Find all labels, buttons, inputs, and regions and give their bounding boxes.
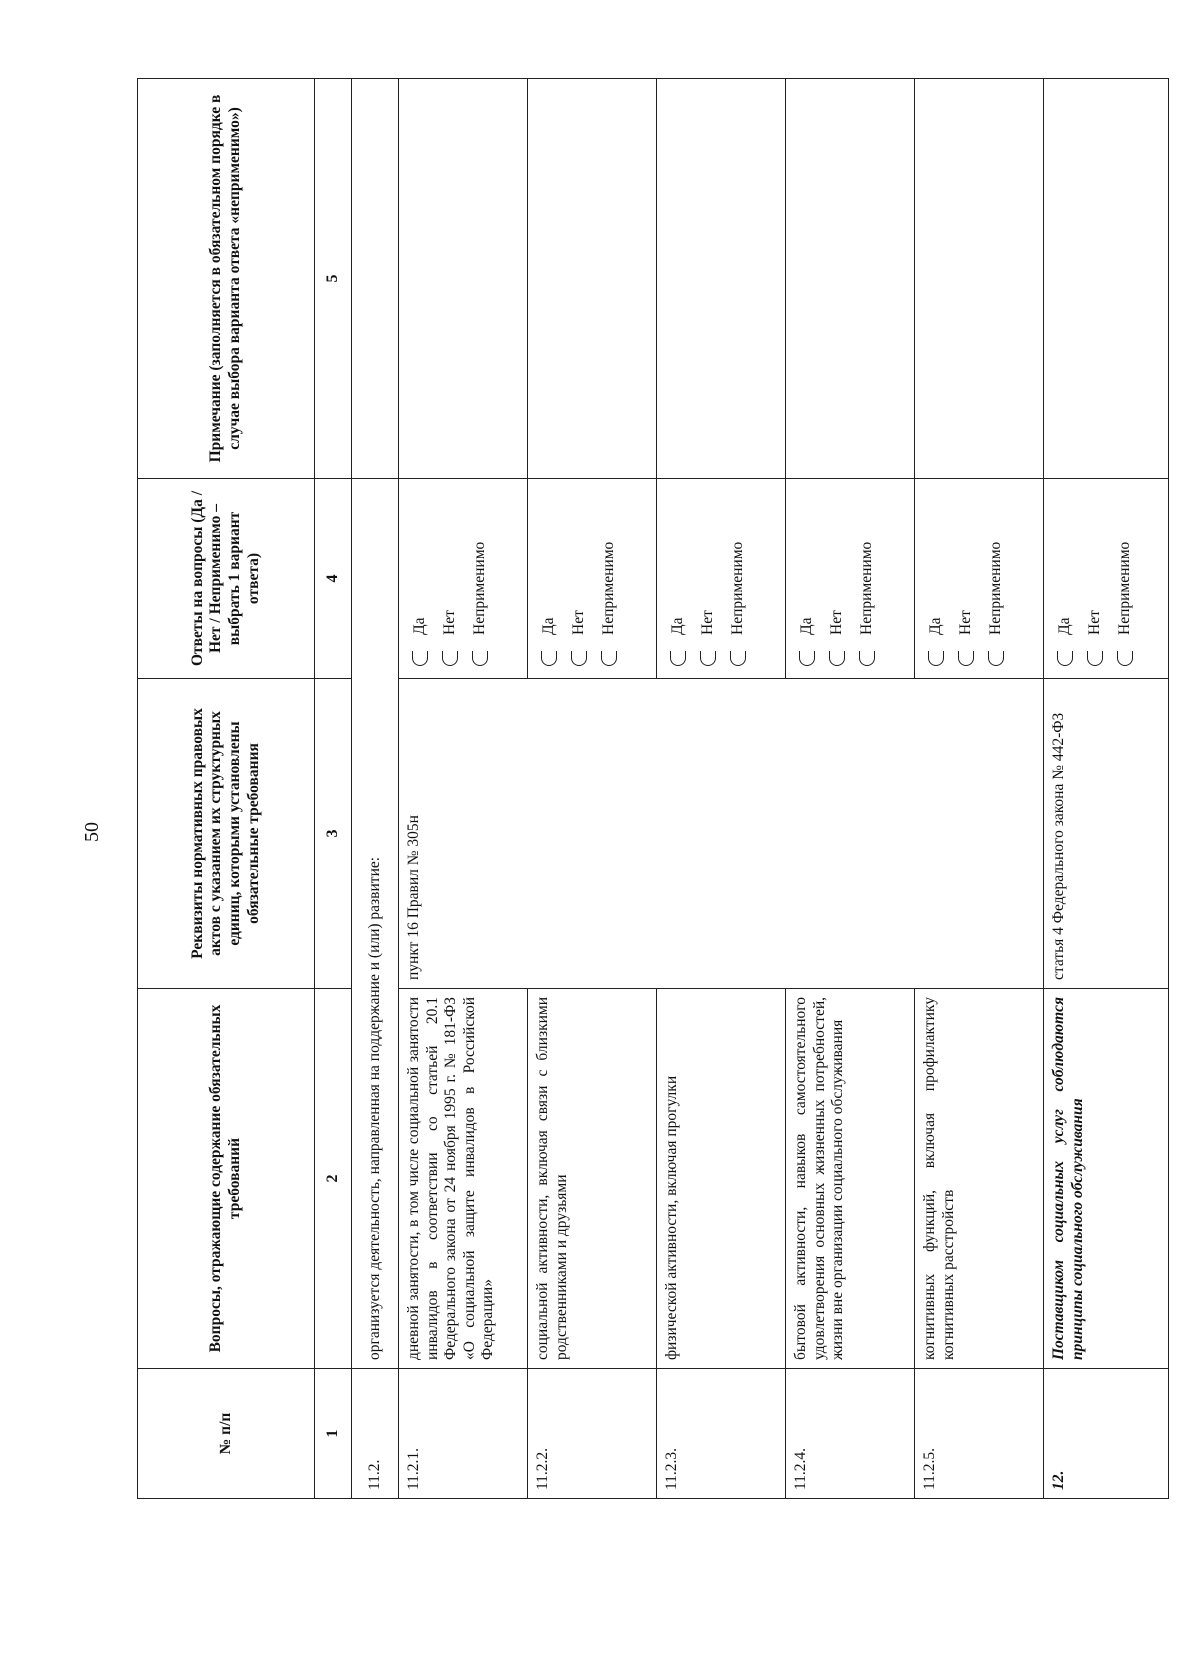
header-note: Примечание (заполняется в обязательном порядке в случае выбора варианта ответа «неприменимо») xyxy=(138,79,315,479)
row-note[interactable] xyxy=(915,79,1044,479)
radio-button-icon[interactable] xyxy=(412,651,428,666)
table-row xyxy=(399,79,528,1499)
radio-option-no[interactable]: Нет xyxy=(693,487,723,670)
radio-button-icon[interactable] xyxy=(1087,651,1103,666)
radio-option-yes[interactable]: Да xyxy=(534,487,564,670)
radio-option-yes[interactable]: Да xyxy=(1050,487,1080,670)
radio-button-icon[interactable] xyxy=(730,651,746,666)
row-question: бытовой активности, навыков самостоятельного удовлетворения основных жизненных потребностей, жизни вне организации социального обслуживания xyxy=(786,989,915,1369)
radio-option-no[interactable]: Нет xyxy=(564,487,594,670)
header-references: Реквизиты нормативных правовых актов с указанием их структурных единиц, которыми установлены обязательные требования xyxy=(138,679,315,989)
answer-options xyxy=(399,479,528,679)
radio-option-na[interactable]: Неприменимо xyxy=(981,487,1011,670)
radio-option-na[interactable]: Неприменимо xyxy=(1110,487,1140,670)
radio-button-icon[interactable] xyxy=(928,651,944,666)
radio-option-no[interactable]: Нет xyxy=(822,487,852,670)
row-question: дневной занятости, в том числе социальной занятости инвалидов в соответствии со статьей 20.1 Федерального закона от 24 ноября 1995 г. № 181-ФЗ «О социальной защите инвалидов в Российской Федерации» xyxy=(399,989,528,1369)
header-number: № п/п xyxy=(138,1369,315,1499)
row-number: 11.2.5. xyxy=(915,1369,1044,1499)
radio-button-icon[interactable] xyxy=(1057,651,1073,666)
section-number: 11.2. xyxy=(352,1369,399,1499)
radio-button-icon[interactable] xyxy=(829,651,845,666)
radio-option-na[interactable]: Неприменимо xyxy=(852,487,882,670)
header-answers: Ответы на вопросы (Да / Нет / Неприменимо – выбрать 1 вариант ответа) xyxy=(138,479,315,679)
radio-button-icon[interactable] xyxy=(988,651,1004,666)
row-note[interactable] xyxy=(528,79,657,479)
column-number: 5 xyxy=(315,79,352,479)
column-number: 1 xyxy=(315,1369,352,1499)
radio-button-icon[interactable] xyxy=(601,651,617,666)
answer-options xyxy=(657,479,786,679)
radio-button-icon[interactable] xyxy=(958,651,974,666)
answer-options xyxy=(1044,479,1169,679)
checklist-table xyxy=(137,78,1169,1499)
radio-option-no[interactable]: Нет xyxy=(1080,487,1110,670)
row-question: социальной активности, включая связи с близкими родственниками и друзьями xyxy=(528,989,657,1369)
radio-button-icon[interactable] xyxy=(472,651,488,666)
row-note[interactable] xyxy=(1044,79,1169,479)
column-number: 4 xyxy=(315,479,352,679)
answer-options xyxy=(915,479,1044,679)
radio-button-icon[interactable] xyxy=(859,651,875,666)
section-row xyxy=(352,79,399,1499)
radio-button-icon[interactable] xyxy=(700,651,716,666)
radio-button-icon[interactable] xyxy=(571,651,587,666)
table-row xyxy=(1044,79,1169,1499)
row-note[interactable] xyxy=(399,79,528,479)
radio-option-na[interactable]: Неприменимо xyxy=(594,487,624,670)
page-number: 50 xyxy=(81,822,103,842)
column-number: 2 xyxy=(315,989,352,1369)
radio-option-yes[interactable]: Да xyxy=(405,487,435,670)
radio-button-icon[interactable] xyxy=(442,651,458,666)
row-number: 11.2.4. xyxy=(786,1369,915,1499)
row-reference: пункт 16 Правил № 305н xyxy=(399,679,1044,989)
row-reference: статья 4 Федерального закона № 442-ФЗ xyxy=(1044,679,1169,989)
row-number: 11.2.2. xyxy=(528,1369,657,1499)
radio-option-na[interactable]: Неприменимо xyxy=(465,487,495,670)
radio-button-icon[interactable] xyxy=(1117,651,1133,666)
answer-options xyxy=(786,479,915,679)
row-number: 11.2.3. xyxy=(657,1369,786,1499)
radio-button-icon[interactable] xyxy=(670,651,686,666)
radio-button-icon[interactable] xyxy=(541,651,557,666)
radio-option-na[interactable]: Неприменимо xyxy=(723,487,753,670)
row-number: 12. xyxy=(1044,1369,1169,1499)
column-number: 3 xyxy=(315,679,352,989)
row-question: физической активности, включая прогулки xyxy=(657,989,786,1369)
header-questions: Вопросы, отражающие содержание обязательных требований xyxy=(138,989,315,1369)
column-number-row xyxy=(315,79,352,1499)
checklist-sheet xyxy=(137,79,1195,1499)
radio-button-icon[interactable] xyxy=(799,651,815,666)
radio-option-yes[interactable]: Да xyxy=(792,487,822,670)
row-note[interactable] xyxy=(786,79,915,479)
section-note-cell xyxy=(352,79,399,479)
radio-option-no[interactable]: Нет xyxy=(951,487,981,670)
answer-options xyxy=(528,479,657,679)
section-text: организуется деятельность, направленная на поддержание и (или) развитие: xyxy=(352,479,399,1369)
table-header-row xyxy=(138,79,315,1499)
row-question: Поставщиком социальных услуг соблюдаются принципы социального обслуживания xyxy=(1044,989,1169,1369)
row-number: 11.2.1. xyxy=(399,1369,528,1499)
radio-option-yes[interactable]: Да xyxy=(921,487,951,670)
radio-option-yes[interactable]: Да xyxy=(663,487,693,670)
row-question: когнитивных функций, включая профилактику когнитивных расстройств xyxy=(915,989,1044,1369)
radio-option-no[interactable]: Нет xyxy=(435,487,465,670)
row-note[interactable] xyxy=(657,79,786,479)
